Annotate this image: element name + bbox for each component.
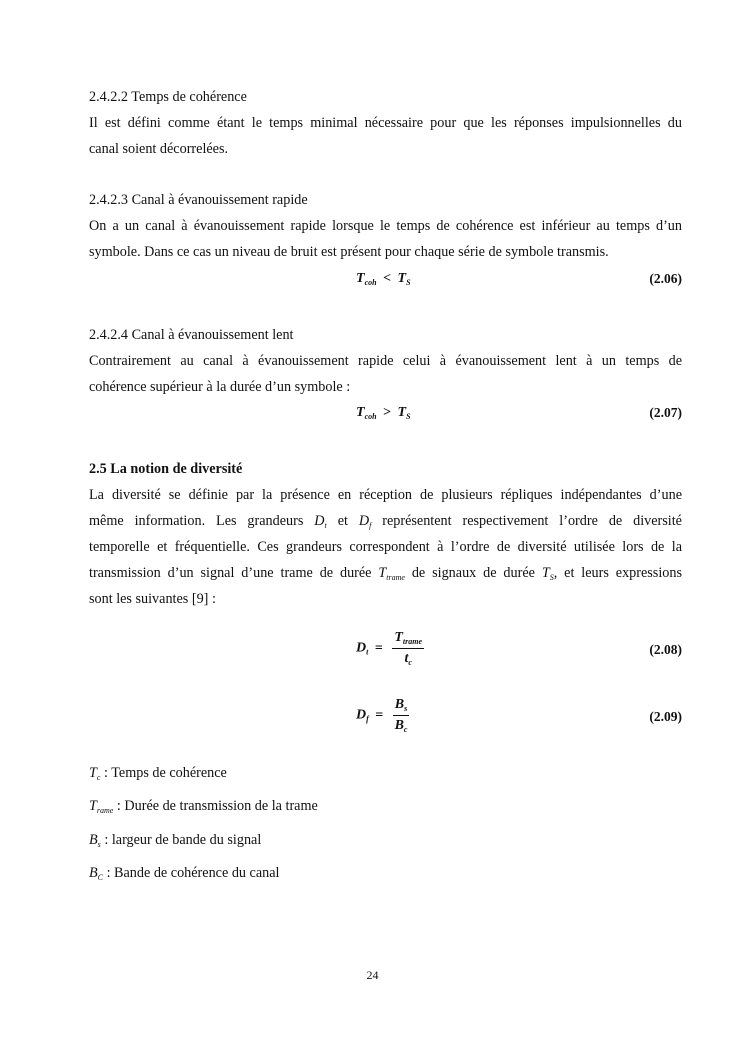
fraction: $\frac{T_{trame}}{t_c}$ — [394, 630, 423, 667]
equation-2-06: $T_{coh} < T_S$ — [356, 271, 411, 287]
equation-number: (2.06) — [649, 271, 682, 286]
paragraph-line: canal soient décorrelées. — [89, 141, 229, 157]
fraction: $\frac{B_s}{B_c}$ — [394, 697, 408, 734]
section-heading: 2.5 La notion de diversité — [89, 461, 243, 477]
paragraph-line: transmission d’un signal d’une trame de durée $T_{trame}$ de signaux de durée $T_S$, et leurs expressions — [89, 565, 682, 582]
equation-number: (2.08) — [649, 642, 682, 657]
paragraph-line: Contrairement au canal à évanouissement rapide celui à évanouissement lent à un temps de — [89, 353, 682, 369]
section-heading: 2.4.2.3 Canal à évanouissement rapide — [89, 192, 308, 208]
equation-number: (2.09) — [649, 709, 682, 724]
equation-2-09: $D_f$ = $\frac{B_s}{B_c}$ — [356, 697, 408, 734]
equation-number: (2.07) — [649, 405, 682, 420]
section-heading: 2.4.2.2 Temps de cohérence — [89, 89, 247, 105]
equation-2-07: $T_{coh} > T_S$ — [356, 405, 411, 421]
paragraph-line: La diversité se définie par la présence en réception de plusieurs répliques indépendantes d’une — [89, 487, 682, 503]
section-2-4-2-3 — [89, 190, 682, 265]
paragraph-line: même information. Les grandeurs $D_t$ et $D_f$ représentent respectivement l’ordre de diversité — [89, 513, 682, 530]
paragraph-line: sont les suivantes [9] : — [89, 591, 216, 607]
definition-item: $T_{rame}$ : Durée de transmission de la trame — [89, 798, 318, 815]
section-2-4-2-4 — [89, 325, 682, 400]
definition-item: $T_c$ : Temps de cohérence — [89, 765, 227, 782]
page-number: 24 — [366, 968, 379, 982]
section-2-5 — [89, 459, 682, 612]
paragraph-line: cohérence supérieur à la durée d’un symbole : — [89, 379, 351, 395]
paragraph-line: On a un canal à évanouissement rapide lorsque le temps de cohérence est inférieur au temps d’un — [89, 218, 682, 234]
paragraph-line: Il est défini comme étant le temps minimal nécessaire pour que les réponses impulsionnelles du — [89, 115, 682, 131]
paragraph-line: temporelle et fréquentielle. Ces grandeurs correspondent à l’ordre de diversité utilisée lors de la — [89, 539, 682, 555]
definition-item: $B_s$ : largeur de bande du signal — [89, 832, 262, 849]
paragraph-line: symbole. Dans ce cas un niveau de bruit est présent pour chaque série de symbole transmis. — [89, 244, 609, 260]
definition-item: $B_C$ : Bande de cohérence du canal — [89, 865, 280, 882]
section-heading: 2.4.2.4 Canal à évanouissement lent — [89, 327, 294, 343]
section-2-4-2-2 — [89, 87, 682, 162]
equation-2-08: $D_t$ = $\frac{T_{trame}}{t_c}$ — [356, 630, 423, 667]
